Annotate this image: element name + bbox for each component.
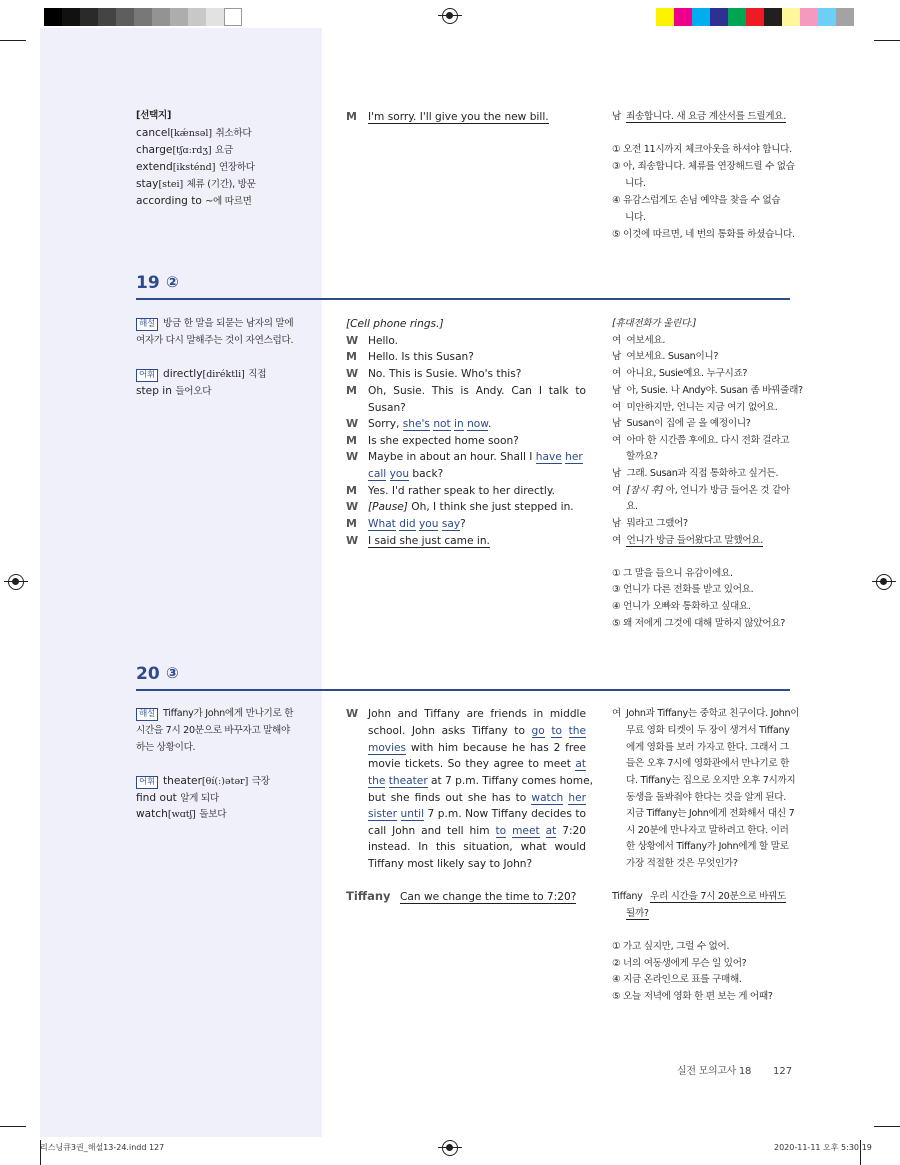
kr-line: 죄송합니다. 새 요금 계산서를 드릴게요. <box>626 111 786 122</box>
option: ① 그 말을 들으니 유감이에요. <box>612 568 733 579</box>
crop-mark <box>0 1126 26 1127</box>
option: ③ 언니가 다른 전화를 받고 있어요. <box>612 584 754 595</box>
blank-answer: theater <box>388 775 428 787</box>
vocab-item: extend[iksténd] 연장하다 <box>136 161 255 173</box>
option: ⑤ 오늘 저녁에 영화 한 편 보는 게 어때? <box>612 991 773 1002</box>
blank-answer: What <box>368 518 396 530</box>
option: ③ 아, 죄송합니다. 체류를 연장해드릴 수 없습 <box>612 161 795 172</box>
vocab-tag: 어휘 <box>136 369 158 382</box>
registration-mark-top <box>442 8 458 24</box>
crop-mark <box>874 1126 900 1127</box>
option: ⑤ 왜 저에게 그것에 대해 말하지 않았어요? <box>612 618 786 629</box>
page-number: 127 <box>773 1066 793 1077</box>
explanation-tag: 해설 <box>136 708 158 721</box>
blank-answer: you <box>389 468 410 480</box>
blank-answer: to <box>551 725 562 737</box>
blank-answer: movies <box>368 742 407 754</box>
speaker-label: M <box>346 110 357 123</box>
blank-answer: in <box>454 418 464 430</box>
crop-mark <box>0 40 26 41</box>
blank-answer: you <box>419 518 439 530</box>
registration-mark-left <box>8 574 24 590</box>
speaker-label: Tiffany <box>346 889 391 903</box>
registration-mark-bottom <box>442 1140 458 1156</box>
blank-answer: now <box>467 418 488 430</box>
answer-mark: ② <box>166 273 179 291</box>
blank-answer: not <box>433 418 451 430</box>
vocab-header: [선택지] <box>136 110 172 121</box>
blank-answer: say <box>441 518 461 530</box>
option: ④ 유감스럽게도 손님 예약을 찾을 수 없습 <box>612 195 781 206</box>
blank-answer: to <box>495 825 507 837</box>
stage-direction: [Cell phone rings.] <box>346 318 444 330</box>
option: ④ 지금 온라인으로 표를 구매해. <box>612 974 742 985</box>
vocab-item: charge[tʃɑːrdʒ] 요금 <box>136 144 233 156</box>
blank-answer: have <box>535 451 562 463</box>
blank-answer: sister <box>368 808 398 820</box>
option: 니다. <box>625 178 646 189</box>
blank-answer: at <box>575 758 586 770</box>
blank-answer: meet <box>512 825 540 837</box>
blank-answer: at <box>545 825 557 837</box>
explanation-tag: 해설 <box>136 318 158 331</box>
blank-answer: watch <box>531 792 564 804</box>
option: 니다. <box>625 212 646 223</box>
option: ① 오전 11시까지 체크아웃을 하셔야 합니다. <box>612 144 792 155</box>
blank-answer: the <box>568 725 586 737</box>
registration-mark-right <box>876 574 892 590</box>
page-footer-label: 실전 모의고사 18 <box>677 1066 752 1077</box>
print-file-name: 리스닝큐3권_해설13-24.indd 127 <box>40 1143 165 1152</box>
question-number: 19 <box>136 273 160 293</box>
option: ① 가고 싶지만, 그럴 수 없어. <box>612 941 730 952</box>
vocab-tag: 어휘 <box>136 776 158 789</box>
section-rule <box>136 298 790 300</box>
print-timestamp: 2020-11-11 오후 5:30:19 <box>774 1143 872 1152</box>
blank-answer: her <box>568 792 586 804</box>
section-rule <box>136 689 790 691</box>
kr-speaker: 남 <box>612 111 621 122</box>
option: ② 너의 여동생에게 무슨 일 있어? <box>612 958 747 969</box>
question-number: 20 <box>136 664 160 684</box>
blank-answer: until <box>400 808 425 820</box>
vocab-item: according to ~에 따르면 <box>136 195 252 207</box>
blank-answer: did <box>399 518 416 530</box>
blank-answer: she's <box>402 418 430 430</box>
answer-mark: ③ <box>166 664 179 682</box>
option: ⑤ 이것에 따르면, 네 번의 통화를 하셨습니다. <box>612 229 795 240</box>
crop-mark <box>874 40 900 41</box>
vocab-item: cancel[kǽnsəl] 취소하다 <box>136 127 252 139</box>
blank-answer: her <box>565 451 583 463</box>
blank-answer: call <box>368 468 387 480</box>
blank-answer: go <box>531 725 545 737</box>
script-line: I'm sorry. I'll give you the new bill. <box>368 111 549 123</box>
vocab-item: stay[stei] 체류 (기간), 방문 <box>136 178 256 190</box>
option: ④ 언니가 오빠와 통화하고 싶대요. <box>612 601 751 612</box>
blank-answer: the <box>368 775 386 787</box>
